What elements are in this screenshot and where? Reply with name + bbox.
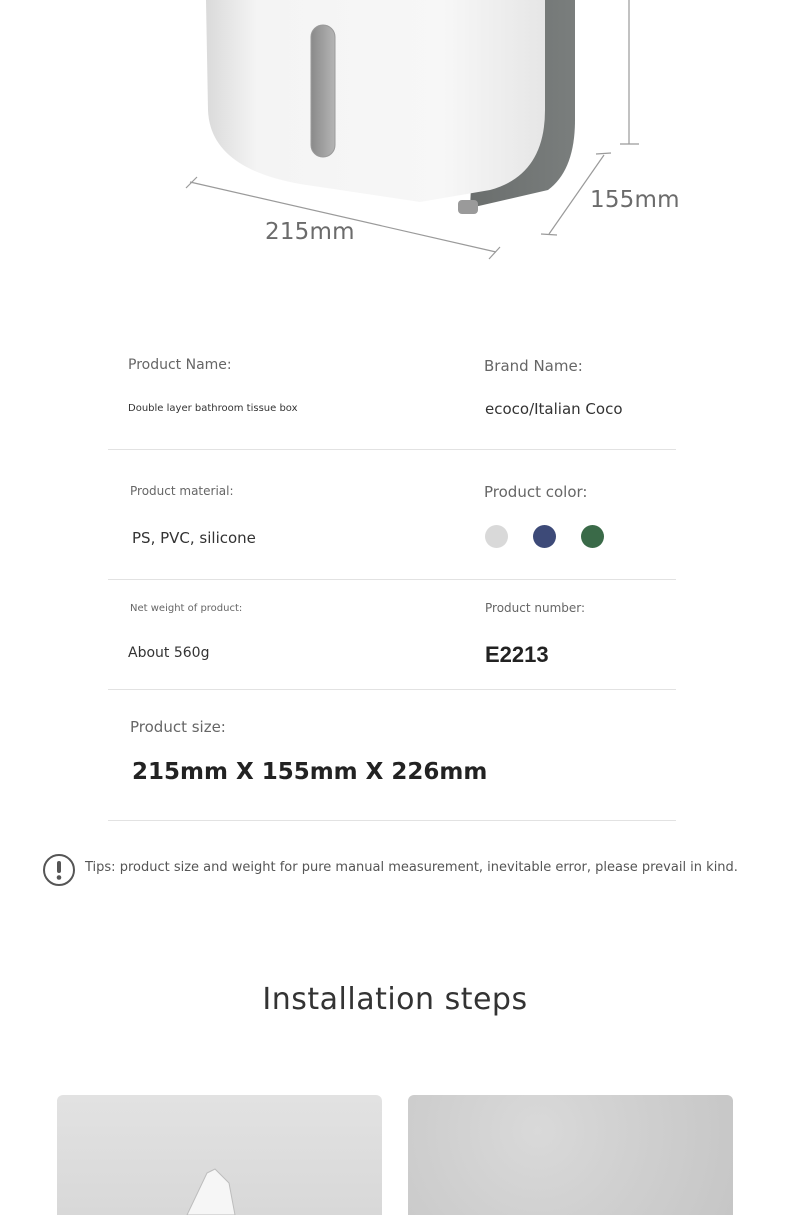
depth-dimension-label: 155mm [590,187,680,213]
brand-name-label: Brand Name: [484,357,583,375]
brand-name-value: ecoco/Italian Coco [485,400,623,418]
dispenser-front [206,0,545,202]
spec-divider [108,820,676,821]
product-number-label: Product number: [485,601,586,615]
product-color-label: Product color: [484,483,588,501]
width-dimension-label: 215mm [265,219,355,245]
product-illustration [0,0,790,300]
product-material-label: Product material: [130,484,234,498]
installation-step-photo [57,1095,382,1215]
spec-divider [108,579,676,580]
color-swatch-navy-blue [533,525,556,548]
dispenser-window [311,25,335,157]
spec-divider [108,449,676,450]
product-material-value: PS, PVC, silicone [132,529,256,547]
installation-steps-title: Installation steps [262,982,528,1017]
net-weight-value: About 560g [128,645,210,661]
tip-text: Tips: product size and weight for pure manual measurement, inevitable error, please prevail in kind. [85,860,738,875]
color-swatch-light-gray [485,525,508,548]
product-size-value: 215mm X 155mm X 226mm [132,759,488,785]
product-name-value: Double layer bathroom tissue box [128,403,298,414]
product-name-label: Product Name: [128,357,232,373]
net-weight-label: Net weight of product: [130,603,243,614]
product-number-value: E2213 [485,642,549,667]
color-swatch-forest-green [581,525,604,548]
installation-step-photo [408,1095,733,1215]
product-size-label: Product size: [130,718,226,736]
exclamation-circle-icon [43,854,75,886]
spec-divider [108,689,676,690]
